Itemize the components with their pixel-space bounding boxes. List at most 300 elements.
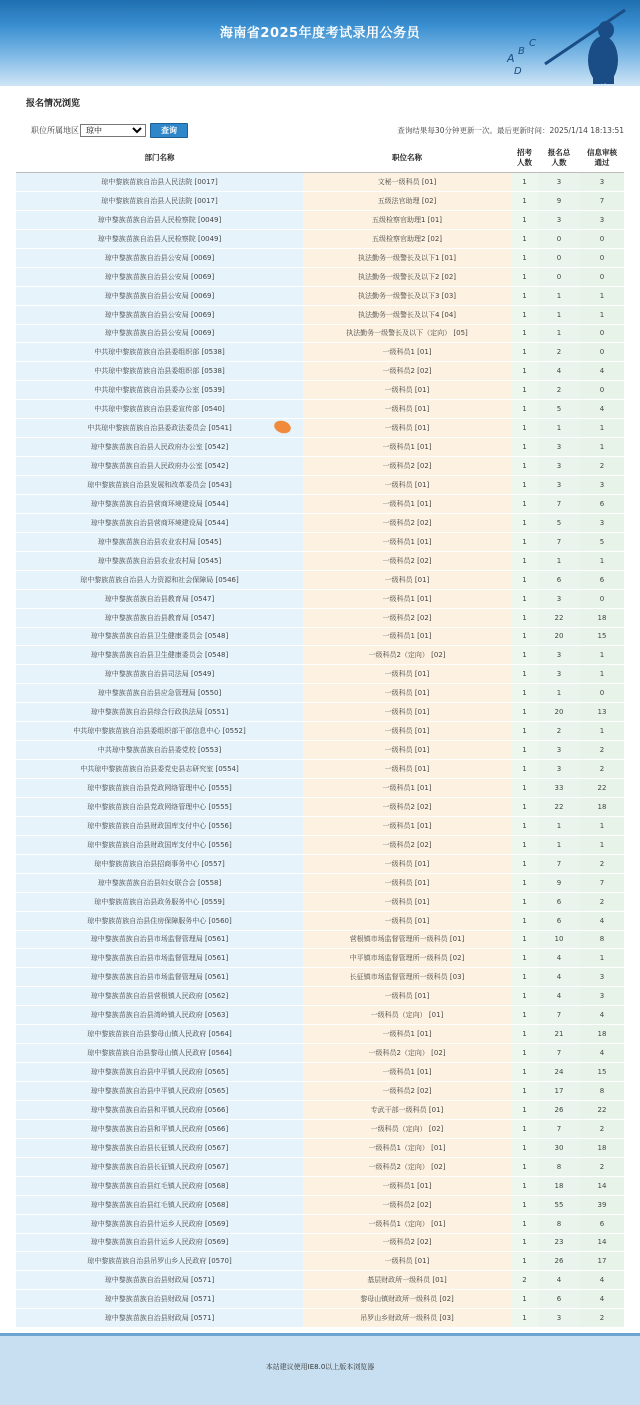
cell-quota: 1 bbox=[511, 1006, 538, 1025]
cell-dept: 琼中黎族苗族自治县人民检察院 [0049] bbox=[16, 229, 303, 248]
table-row bbox=[16, 1309, 624, 1328]
cell-post: 营根镇市场监督管理所一级科员 [01] bbox=[303, 930, 511, 949]
cell-post: 一级科员1 [01] bbox=[303, 494, 511, 513]
cell-quota: 1 bbox=[511, 343, 538, 362]
cell-approved: 6 bbox=[580, 494, 624, 513]
table-row bbox=[16, 343, 624, 362]
table-row bbox=[16, 476, 624, 495]
cell-applicants: 33 bbox=[538, 779, 580, 798]
cell-applicants: 8 bbox=[538, 1214, 580, 1233]
cell-quota: 1 bbox=[511, 1100, 538, 1119]
cell-approved: 6 bbox=[580, 1214, 624, 1233]
cell-post: 一级科员 [01] bbox=[303, 703, 511, 722]
cell-approved: 8 bbox=[580, 930, 624, 949]
cell-post: 一级科员2（定向） [02] bbox=[303, 1157, 511, 1176]
cell-dept: 中共琼中黎族苗族自治县委组织部干部信息中心 [0552] bbox=[16, 722, 303, 741]
table-row bbox=[16, 229, 624, 248]
cell-post: 一级科员1 [01] bbox=[303, 779, 511, 798]
cell-dept: 中共琼中黎族苗族自治县委组织部 [0538] bbox=[16, 362, 303, 381]
cell-quota: 1 bbox=[511, 968, 538, 987]
table-row bbox=[16, 873, 624, 892]
cell-dept: 琼中黎族苗族自治县人民政府办公室 [0542] bbox=[16, 457, 303, 476]
cell-approved: 18 bbox=[580, 797, 624, 816]
table-row bbox=[16, 1271, 624, 1290]
table-row bbox=[16, 835, 624, 854]
cell-approved: 1 bbox=[580, 419, 624, 438]
cell-approved: 2 bbox=[580, 892, 624, 911]
cell-approved: 7 bbox=[580, 191, 624, 210]
cell-applicants: 7 bbox=[538, 494, 580, 513]
cell-quota: 1 bbox=[511, 381, 538, 400]
cell-approved: 2 bbox=[580, 741, 624, 760]
cell-dept: 琼中黎族苗族自治县什运乡人民政府 [0569] bbox=[16, 1233, 303, 1252]
region-label: 职位所属地区 bbox=[31, 126, 79, 135]
table-row bbox=[16, 494, 624, 513]
cell-applicants: 3 bbox=[538, 760, 580, 779]
table-row bbox=[16, 513, 624, 532]
cell-post: 执法勤务一级警长及以下4 [04] bbox=[303, 305, 511, 324]
header-post: 职位名称 bbox=[303, 144, 511, 173]
cell-post: 一级科员1 [01] bbox=[303, 343, 511, 362]
table-row bbox=[16, 854, 624, 873]
cell-quota: 1 bbox=[511, 911, 538, 930]
cell-quota: 1 bbox=[511, 873, 538, 892]
cell-quota: 1 bbox=[511, 816, 538, 835]
cell-post: 一级科员1 [01] bbox=[303, 1176, 511, 1195]
cell-quota: 1 bbox=[511, 1157, 538, 1176]
cell-approved: 15 bbox=[580, 1063, 624, 1082]
cell-approved: 0 bbox=[580, 248, 624, 267]
browse-panel bbox=[16, 86, 624, 1323]
cell-approved: 17 bbox=[580, 1252, 624, 1271]
cell-approved: 2 bbox=[580, 760, 624, 779]
cell-post: 一级科员 [01] bbox=[303, 381, 511, 400]
cell-dept: 琼中黎族苗族自治县综合行政执法局 [0551] bbox=[16, 703, 303, 722]
cell-approved: 4 bbox=[580, 362, 624, 381]
cell-post: 一级科员1（定向） [01] bbox=[303, 1214, 511, 1233]
cell-quota: 1 bbox=[511, 722, 538, 741]
cell-quota: 1 bbox=[511, 987, 538, 1006]
cell-dept: 琼中黎族苗族自治县卫生健康委员会 [0548] bbox=[16, 646, 303, 665]
table-row bbox=[16, 608, 624, 627]
cell-approved: 18 bbox=[580, 608, 624, 627]
cell-post: 执法勤务一级警长及以下（定向） [05] bbox=[303, 324, 511, 343]
table-row bbox=[16, 1233, 624, 1252]
cell-dept: 琼中黎族苗族自治县和平镇人民政府 [0566] bbox=[16, 1100, 303, 1119]
cell-approved: 4 bbox=[580, 1044, 624, 1063]
cell-quota: 1 bbox=[511, 494, 538, 513]
table-header-row bbox=[16, 144, 624, 173]
cell-dept: 琼中黎族苗族自治县黎母山镇人民政府 [0564] bbox=[16, 1044, 303, 1063]
cell-approved: 22 bbox=[580, 779, 624, 798]
cell-applicants: 20 bbox=[538, 627, 580, 646]
cell-applicants: 21 bbox=[538, 1025, 580, 1044]
cell-quota: 1 bbox=[511, 1044, 538, 1063]
table-row bbox=[16, 1157, 624, 1176]
cell-dept: 琼中黎族苗族自治县吊罗山乡人民政府 [0570] bbox=[16, 1252, 303, 1271]
cell-quota: 1 bbox=[511, 703, 538, 722]
cell-applicants: 7 bbox=[538, 1044, 580, 1063]
cell-approved: 2 bbox=[580, 1157, 624, 1176]
cell-approved: 0 bbox=[580, 684, 624, 703]
cell-dept: 中共琼中黎族苗族自治县委党校 [0553] bbox=[16, 741, 303, 760]
cell-approved: 0 bbox=[580, 381, 624, 400]
cell-post: 五级法官助理 [02] bbox=[303, 191, 511, 210]
table-row bbox=[16, 646, 624, 665]
cell-post: 一级科员2 [02] bbox=[303, 1195, 511, 1214]
cell-approved: 4 bbox=[580, 400, 624, 419]
table-row bbox=[16, 892, 624, 911]
cell-post: 一级科员2 [02] bbox=[303, 513, 511, 532]
cell-dept: 中共琼中黎族苗族自治县委办公室 [0539] bbox=[16, 381, 303, 400]
abcd-figure-logo bbox=[485, 4, 635, 84]
table-row bbox=[16, 438, 624, 457]
cell-post: 一级科员 [01] bbox=[303, 684, 511, 703]
cell-applicants: 1 bbox=[538, 835, 580, 854]
cell-quota: 1 bbox=[511, 1025, 538, 1044]
cell-approved: 0 bbox=[580, 267, 624, 286]
cell-post: 基层财政所一级科员 [01] bbox=[303, 1271, 511, 1290]
cell-dept: 琼中黎族苗族自治县住房保障服务中心 [0560] bbox=[16, 911, 303, 930]
cell-quota: 1 bbox=[511, 570, 538, 589]
cell-post: 一级科员2 [02] bbox=[303, 835, 511, 854]
cell-applicants: 2 bbox=[538, 343, 580, 362]
cell-dept: 琼中黎族苗族自治县财政局 [0571] bbox=[16, 1290, 303, 1309]
cell-quota: 1 bbox=[511, 1138, 538, 1157]
cell-applicants: 3 bbox=[538, 476, 580, 495]
table-row bbox=[16, 362, 624, 381]
cell-post: 一级科员2 [02] bbox=[303, 362, 511, 381]
cell-quota: 1 bbox=[511, 797, 538, 816]
cell-dept: 琼中黎族苗族自治县红毛镇人民政府 [0568] bbox=[16, 1195, 303, 1214]
cell-dept: 琼中黎族苗族自治县和平镇人民政府 [0566] bbox=[16, 1119, 303, 1138]
table-row bbox=[16, 1214, 624, 1233]
cell-approved: 1 bbox=[580, 835, 624, 854]
table-row bbox=[16, 911, 624, 930]
cell-approved: 14 bbox=[580, 1233, 624, 1252]
cell-quota: 1 bbox=[511, 684, 538, 703]
cell-approved: 18 bbox=[580, 1138, 624, 1157]
cell-dept: 琼中黎族苗族自治县人民法院 [0017] bbox=[16, 173, 303, 192]
cell-applicants: 4 bbox=[538, 968, 580, 987]
cell-approved: 15 bbox=[580, 627, 624, 646]
cell-post: 一级科员 [01] bbox=[303, 987, 511, 1006]
table-row bbox=[16, 1119, 624, 1138]
cell-dept: 琼中黎族苗族自治县市场监督管理局 [0561] bbox=[16, 968, 303, 987]
cell-approved: 3 bbox=[580, 210, 624, 229]
cell-post: 一级科员1 [01] bbox=[303, 1063, 511, 1082]
cell-post: 一级科员2 [02] bbox=[303, 457, 511, 476]
table-row bbox=[16, 419, 624, 438]
cell-approved: 2 bbox=[580, 1309, 624, 1328]
cell-applicants: 4 bbox=[538, 362, 580, 381]
cell-approved: 13 bbox=[580, 703, 624, 722]
cell-approved: 3 bbox=[580, 987, 624, 1006]
cell-approved: 0 bbox=[580, 589, 624, 608]
cell-applicants: 1 bbox=[538, 305, 580, 324]
cell-quota: 1 bbox=[511, 1119, 538, 1138]
cell-approved: 7 bbox=[580, 873, 624, 892]
table-row bbox=[16, 267, 624, 286]
cell-approved: 5 bbox=[580, 532, 624, 551]
cell-applicants: 7 bbox=[538, 1119, 580, 1138]
cell-post: 执法勤务一级警长及以下2 [02] bbox=[303, 267, 511, 286]
registration-table bbox=[16, 144, 624, 1328]
site-title: 海南省2025年度考试录用公务员 bbox=[219, 26, 421, 41]
cell-applicants: 20 bbox=[538, 703, 580, 722]
table-row bbox=[16, 286, 624, 305]
cell-applicants: 7 bbox=[538, 854, 580, 873]
cell-dept: 琼中黎族苗族自治县应急管理局 [0550] bbox=[16, 684, 303, 703]
cell-quota: 1 bbox=[511, 665, 538, 684]
cell-approved: 1 bbox=[580, 646, 624, 665]
cell-applicants: 7 bbox=[538, 1006, 580, 1025]
cell-dept: 中共琼中黎族苗族自治县委政法委员会 [0541] bbox=[16, 419, 303, 438]
cell-quota: 1 bbox=[511, 248, 538, 267]
cell-quota: 1 bbox=[511, 362, 538, 381]
header-quota: 招考人数 bbox=[511, 144, 538, 173]
cell-dept: 中共琼中黎族苗族自治县委组织部 [0538] bbox=[16, 343, 303, 362]
cell-dept: 琼中黎族苗族自治县长征镇人民政府 [0567] bbox=[16, 1157, 303, 1176]
cell-approved: 4 bbox=[580, 911, 624, 930]
cell-applicants: 0 bbox=[538, 267, 580, 286]
table-row bbox=[16, 589, 624, 608]
cell-applicants: 3 bbox=[538, 210, 580, 229]
cell-post: 一级科员2 [02] bbox=[303, 797, 511, 816]
cell-post: 一级科员2 [02] bbox=[303, 1082, 511, 1101]
cell-dept: 琼中黎族苗族自治县公安局 [0069] bbox=[16, 324, 303, 343]
cell-applicants: 55 bbox=[538, 1195, 580, 1214]
cell-post: 一级科员 [01] bbox=[303, 741, 511, 760]
cell-approved: 1 bbox=[580, 665, 624, 684]
cell-quota: 1 bbox=[511, 419, 538, 438]
cell-dept: 琼中黎族苗族自治县农业农村局 [0545] bbox=[16, 551, 303, 570]
cell-applicants: 4 bbox=[538, 987, 580, 1006]
cell-post: 一级科员 [01] bbox=[303, 1252, 511, 1271]
cell-post: 吊罗山乡财政所一级科员 [03] bbox=[303, 1309, 511, 1328]
table-row bbox=[16, 1044, 624, 1063]
table-row bbox=[16, 949, 624, 968]
cell-applicants: 26 bbox=[538, 1252, 580, 1271]
table-row bbox=[16, 305, 624, 324]
cell-post: 执法勤务一级警长及以下1 [01] bbox=[303, 248, 511, 267]
table-row bbox=[16, 627, 624, 646]
table-row bbox=[16, 1082, 624, 1101]
cell-dept: 琼中黎族苗族自治县政务服务中心 [0559] bbox=[16, 892, 303, 911]
table-row bbox=[16, 191, 624, 210]
cell-dept: 琼中黎族苗族自治县红毛镇人民政府 [0568] bbox=[16, 1176, 303, 1195]
cell-quota: 1 bbox=[511, 1214, 538, 1233]
cell-dept: 琼中黎族苗族自治县财政局 [0571] bbox=[16, 1271, 303, 1290]
cell-dept: 琼中黎族苗族自治县市场监督管理局 [0561] bbox=[16, 930, 303, 949]
cell-quota: 1 bbox=[511, 210, 538, 229]
cell-dept: 琼中黎族苗族自治县人民法院 [0017] bbox=[16, 191, 303, 210]
table-row bbox=[16, 797, 624, 816]
region-select[interactable] bbox=[80, 124, 146, 137]
cell-approved: 1 bbox=[580, 949, 624, 968]
cell-post: 一级科员1 [01] bbox=[303, 627, 511, 646]
cell-post: 一级科员 [01] bbox=[303, 722, 511, 741]
cell-post: 一级科员1 [01] bbox=[303, 816, 511, 835]
cell-applicants: 8 bbox=[538, 1157, 580, 1176]
cell-approved: 14 bbox=[580, 1176, 624, 1195]
cell-quota: 1 bbox=[511, 627, 538, 646]
cell-quota: 1 bbox=[511, 892, 538, 911]
cell-approved: 1 bbox=[580, 816, 624, 835]
cell-approved: 39 bbox=[580, 1195, 624, 1214]
table-row bbox=[16, 457, 624, 476]
header-applicants: 报名总人数 bbox=[538, 144, 580, 173]
cell-quota: 1 bbox=[511, 229, 538, 248]
cell-applicants: 23 bbox=[538, 1233, 580, 1252]
cell-applicants: 4 bbox=[538, 949, 580, 968]
cell-quota: 1 bbox=[511, 949, 538, 968]
cell-post: 一级科员1 [01] bbox=[303, 589, 511, 608]
cell-applicants: 1 bbox=[538, 684, 580, 703]
cell-dept: 琼中黎族苗族自治县人民检察院 [0049] bbox=[16, 210, 303, 229]
cell-dept: 琼中黎族苗族自治县中平镇人民政府 [0565] bbox=[16, 1063, 303, 1082]
cell-dept: 琼中黎族苗族自治县党政网络管理中心 [0555] bbox=[16, 779, 303, 798]
cell-approved: 1 bbox=[580, 305, 624, 324]
table-row bbox=[16, 1252, 624, 1271]
cell-applicants: 3 bbox=[538, 741, 580, 760]
cell-dept: 中共琼中黎族苗族自治县委宣传部 [0540] bbox=[16, 400, 303, 419]
table-row bbox=[16, 248, 624, 267]
cell-post: 一级科员（定向） [02] bbox=[303, 1119, 511, 1138]
cell-applicants: 1 bbox=[538, 816, 580, 835]
cell-approved: 1 bbox=[580, 551, 624, 570]
cell-post: 一级科员2 [02] bbox=[303, 551, 511, 570]
cell-applicants: 2 bbox=[538, 722, 580, 741]
cell-post: 一级科员 [01] bbox=[303, 665, 511, 684]
cell-post: 一级科员 [01] bbox=[303, 892, 511, 911]
table-row bbox=[16, 381, 624, 400]
cell-applicants: 9 bbox=[538, 873, 580, 892]
cell-dept: 琼中黎族苗族自治县公安局 [0069] bbox=[16, 286, 303, 305]
table-row bbox=[16, 173, 624, 192]
cell-dept: 琼中黎族苗族自治县财政局 [0571] bbox=[16, 1309, 303, 1328]
cell-post: 一级科员2（定向） [02] bbox=[303, 1044, 511, 1063]
cell-applicants: 24 bbox=[538, 1063, 580, 1082]
svg-text:B: B bbox=[518, 46, 525, 57]
cell-dept: 琼中黎族苗族自治县营根镇人民政府 [0562] bbox=[16, 987, 303, 1006]
cell-quota: 1 bbox=[511, 324, 538, 343]
cell-post: 一级科员（定向） [01] bbox=[303, 1006, 511, 1025]
cell-dept: 琼中黎族苗族自治县中平镇人民政府 [0565] bbox=[16, 1082, 303, 1101]
cell-post: 一级科员 [01] bbox=[303, 400, 511, 419]
table-row bbox=[16, 532, 624, 551]
table-row bbox=[16, 665, 624, 684]
cell-post: 一级科员 [01] bbox=[303, 760, 511, 779]
cell-applicants: 22 bbox=[538, 797, 580, 816]
cell-applicants: 3 bbox=[538, 589, 580, 608]
query-button[interactable]: 查询 bbox=[150, 123, 188, 138]
cell-dept: 中共琼中黎族苗族自治县委党史县志研究室 [0554] bbox=[16, 760, 303, 779]
cell-dept: 琼中黎族苗族自治县教育局 [0547] bbox=[16, 589, 303, 608]
table-row bbox=[16, 210, 624, 229]
region-filter bbox=[31, 123, 188, 138]
cell-applicants: 7 bbox=[538, 532, 580, 551]
cell-quota: 1 bbox=[511, 760, 538, 779]
table-row bbox=[16, 722, 624, 741]
cell-quota: 1 bbox=[511, 191, 538, 210]
cell-post: 一级科员 [01] bbox=[303, 873, 511, 892]
cell-approved: 0 bbox=[580, 343, 624, 362]
cell-quota: 1 bbox=[511, 1290, 538, 1309]
cell-dept: 琼中黎族苗族自治县妇女联合会 [0558] bbox=[16, 873, 303, 892]
cell-quota: 1 bbox=[511, 1195, 538, 1214]
cell-approved: 4 bbox=[580, 1006, 624, 1025]
cell-post: 一级科员2 [02] bbox=[303, 1233, 511, 1252]
cell-applicants: 3 bbox=[538, 438, 580, 457]
cell-quota: 1 bbox=[511, 1252, 538, 1271]
update-note: 查询结果每30分钟更新一次。最后更新时间：2025/1/14 18:13:51 bbox=[397, 126, 624, 135]
table-row bbox=[16, 1176, 624, 1195]
cell-quota: 1 bbox=[511, 930, 538, 949]
svg-text:C: C bbox=[529, 38, 536, 49]
cell-quota: 1 bbox=[511, 1309, 538, 1328]
cell-applicants: 1 bbox=[538, 286, 580, 305]
cell-dept: 琼中黎族苗族自治县营商环境建设局 [0544] bbox=[16, 494, 303, 513]
cell-applicants: 1 bbox=[538, 324, 580, 343]
cell-quota: 1 bbox=[511, 1176, 538, 1195]
cell-post: 长征镇市场监督管理所一级科员 [03] bbox=[303, 968, 511, 987]
table-row bbox=[16, 741, 624, 760]
cell-quota: 1 bbox=[511, 608, 538, 627]
cell-approved: 0 bbox=[580, 229, 624, 248]
cell-quota: 1 bbox=[511, 305, 538, 324]
cell-post: 五级检察官助理1 [01] bbox=[303, 210, 511, 229]
cell-dept: 琼中黎族苗族自治县市场监督管理局 [0561] bbox=[16, 949, 303, 968]
cell-post: 一级科员 [01] bbox=[303, 570, 511, 589]
cell-post: 一级科员 [01] bbox=[303, 854, 511, 873]
cell-dept: 琼中黎族苗族自治县发展和改革委员会 [0543] bbox=[16, 476, 303, 495]
cell-applicants: 17 bbox=[538, 1082, 580, 1101]
footer-note: 本站建议使用IE8.0以上版本浏览器 bbox=[265, 1363, 375, 1371]
cell-post: 一级科员1（定向） [01] bbox=[303, 1138, 511, 1157]
table-row bbox=[16, 400, 624, 419]
table-row bbox=[16, 930, 624, 949]
table-row bbox=[16, 1063, 624, 1082]
header-approved: 信息审核通过 bbox=[580, 144, 624, 173]
cell-dept: 琼中黎族苗族自治县卫生健康委员会 [0548] bbox=[16, 627, 303, 646]
cell-applicants: 4 bbox=[538, 1271, 580, 1290]
cell-applicants: 3 bbox=[538, 646, 580, 665]
cell-applicants: 22 bbox=[538, 608, 580, 627]
cell-quota: 1 bbox=[511, 513, 538, 532]
cell-quota: 1 bbox=[511, 267, 538, 286]
table-row bbox=[16, 570, 624, 589]
table-row bbox=[16, 1006, 624, 1025]
cell-quota: 1 bbox=[511, 854, 538, 873]
cell-dept: 琼中黎族苗族自治县农业农村局 [0545] bbox=[16, 532, 303, 551]
cell-quota: 1 bbox=[511, 438, 538, 457]
cell-approved: 2 bbox=[580, 854, 624, 873]
cell-dept: 琼中黎族苗族自治县公安局 [0069] bbox=[16, 248, 303, 267]
cell-approved: 22 bbox=[580, 1100, 624, 1119]
table-row bbox=[16, 987, 624, 1006]
cell-applicants: 3 bbox=[538, 665, 580, 684]
cell-quota: 1 bbox=[511, 835, 538, 854]
cell-applicants: 9 bbox=[538, 191, 580, 210]
header-banner bbox=[0, 0, 640, 86]
cell-quota: 2 bbox=[511, 1271, 538, 1290]
cell-quota: 1 bbox=[511, 646, 538, 665]
cell-dept: 琼中黎族苗族自治县教育局 [0547] bbox=[16, 608, 303, 627]
cell-post: 专武干部一级科员 [01] bbox=[303, 1100, 511, 1119]
cell-approved: 3 bbox=[580, 173, 624, 192]
cell-applicants: 3 bbox=[538, 173, 580, 192]
